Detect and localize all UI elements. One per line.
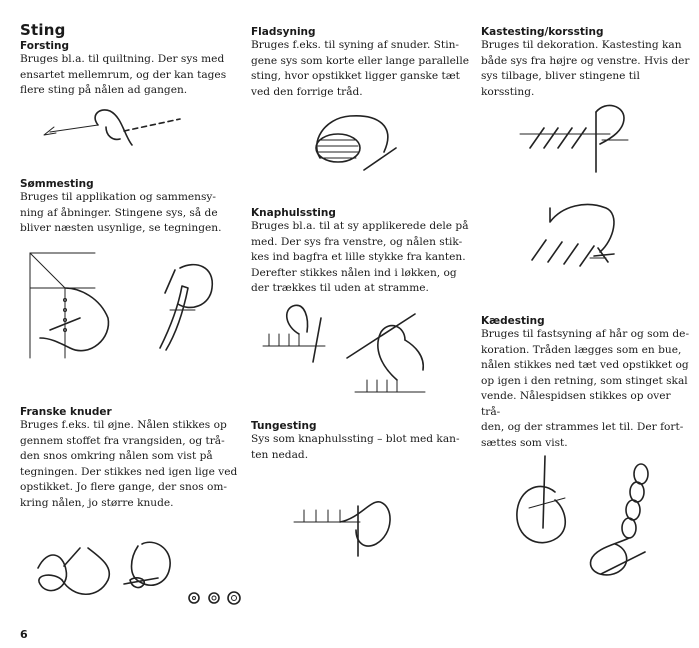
sommesting-illustration <box>20 248 235 363</box>
sommesting-text: Bruges til applikation og sammensy- ning af åbninger. Stingene sys, så de bliver næsten usynlige, se tegningen. <box>20 191 222 234</box>
tungesting-text: Sys som knaphulssting – blot med kan- ten nedad. <box>251 433 460 461</box>
kastesting-illustration-1 <box>510 100 650 180</box>
knaphulssting-illustration <box>255 296 455 411</box>
kastesting-illustration-2 <box>510 200 650 285</box>
kaedesting-heading: Kædesting <box>481 315 545 327</box>
sommesting-heading: Sømmesting <box>20 178 94 190</box>
franske-knuder-heading: Franske knuder <box>20 406 112 418</box>
fladsyning-illustration <box>300 108 420 183</box>
knaphulssting-text: Bruges bl.a. til at sy applikerede dele på med. Der sys fra venstre, og nålen stik- kes ind bagfra et lille stykke fra kanten. Derefter stikkes nålen ind i løkken, og der trækkes til uden at stramme. <box>251 220 469 294</box>
franske-knuder-illustration <box>18 518 248 618</box>
forsting-text: Bruges bl.a. til quiltning. Der sys med ensartet mellemrum, og der kan tages flere sting på nålen ad gangen. <box>20 53 227 96</box>
fladsyning-text: Bruges f.eks. til syning af snuder. Stin- gene sys som korte eller lange parallelle sting, hvor opstikket ligger ganske tæt ved den forrige tråd. <box>251 39 469 98</box>
forsting-heading: Forsting <box>20 40 69 52</box>
tungesting-illustration <box>290 490 420 570</box>
tungesting-heading: Tungesting <box>251 420 317 432</box>
fladsyning-heading: Fladsyning <box>251 26 316 38</box>
page-number: 6 <box>20 628 28 641</box>
kaedesting-illustration <box>505 448 680 588</box>
page-title: Sting <box>20 21 66 39</box>
kaedesting-text: Bruges til fastsyning af hår og som de- koration. Tråden lægges som en bue, nålen stikkes ned tæt ved opstikket og op igen i den retning, som stinget skal vende. Nålespidsen stikkes op over trå- den, og der strammes let til. Der fort- sættes som vist. <box>481 328 690 449</box>
franske-knuder-text: Bruges f.eks. til øjne. Nålen stikkes op gennem stoffet fra vrangsiden, og trå- den snos omkring nålen som vist på tegningen. Der stikkes ned igen lige ved opstikket. Jo flere gange, der snos om- kring nålen, jo større knude. <box>20 419 238 509</box>
forsting-illustration <box>40 105 200 155</box>
knaphulssting-heading: Knaphulssting <box>251 207 336 219</box>
kastesting-text: Bruges til dekoration. Kastesting kan både sys fra højre og venstre. Hvis der sys tilbage, bliver stingene til korssting. <box>481 39 690 98</box>
kastesting-heading: Kastesting/korssting <box>481 26 604 38</box>
